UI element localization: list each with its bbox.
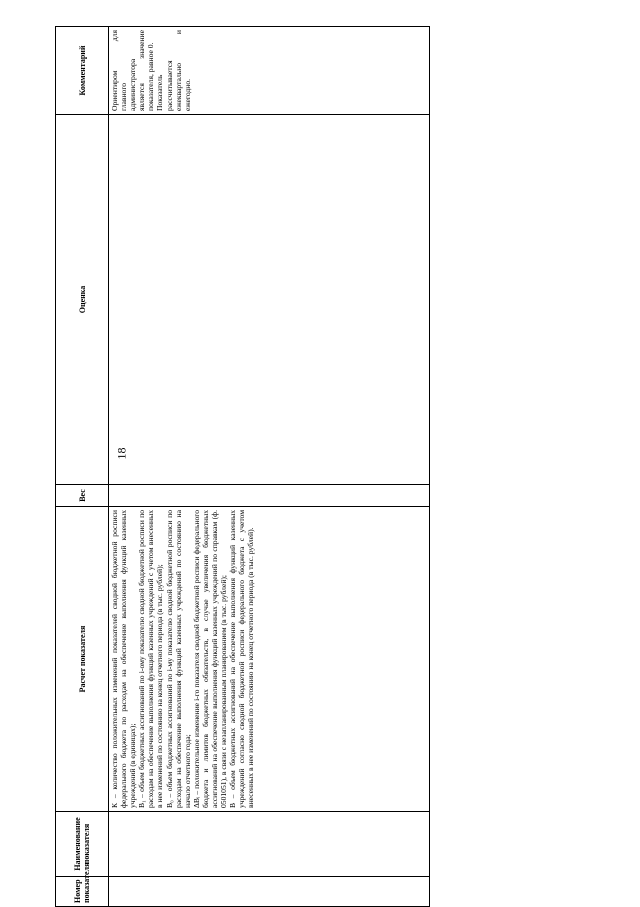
- header-comment: Комментарий: [56, 27, 109, 115]
- table-header-row: [56, 27, 109, 907]
- header-evaluation: Оценка: [56, 115, 109, 485]
- cell-comment: [109, 27, 430, 115]
- header-weight: Вес: [56, 485, 109, 507]
- cell-weight: [109, 485, 430, 507]
- comment-target: Ориентиром для главного администратора является значение показателя, равное 0.: [110, 30, 156, 111]
- calc-definition-delta-b: ΔВᵢ – положительное изменение i-го показателя сводной бюджетной росписи федерального бюджета и лимитов бюджетных обязательств, в случае увеличения бюджетных ассигнований на обеспечение выполнения функций казенных учреждений по справкам (ф. 0501051), в связи с незапланированным планированием (в тыс. рублей);: [191, 510, 229, 808]
- cell-name: [109, 812, 430, 877]
- cell-number: [109, 877, 430, 907]
- table-row: [109, 27, 430, 907]
- calc-definition-b: В – объем бюджетных ассигнований на обеспечение выполнения функций казенных учреждений согласно сводной бюджетной росписи федерального бюджета с учетом внесенных в нее изменений по состоянию на конец отчетного периода (в тыс. рублей).: [228, 510, 256, 808]
- header-number: Номер показателя: [56, 877, 109, 907]
- cell-calculation: [109, 507, 430, 812]
- cell-evaluation: [109, 115, 430, 485]
- comment-frequency: Показатель рассчитывается ежеквартально и ежегодно.: [155, 30, 192, 111]
- calc-definition-k: К – количество положительных изменений показателей сводной бюджетной росписи федерального бюджета по расходам на обеспечение выполнения функций казенных учреждений (в единицах);: [110, 510, 138, 808]
- calc-definition-b1: В₁ – объем бюджетных ассигнований по i-ому показателю сводной бюджетной росписи по расходам на обеспечение выполнения функций казенных учреждений с учетом внесенных в нее изменений по состоянию на конец отчетного периода (в тыс. рублей);: [137, 510, 165, 808]
- indicator-table: [55, 26, 430, 907]
- page-number: 18: [114, 447, 129, 460]
- header-name: Наименование показателя: [56, 812, 109, 877]
- calc-definition-b0: В₀ – объем бюджетных ассигнований по i-му показателю сводной бюджетной росписи по расходам на обеспечение выполнения функций казенных учреждений по состоянию на начало отчетного года;: [164, 510, 192, 808]
- rotated-page: [55, 27, 430, 907]
- header-calculation: Расчет показателя: [56, 507, 109, 812]
